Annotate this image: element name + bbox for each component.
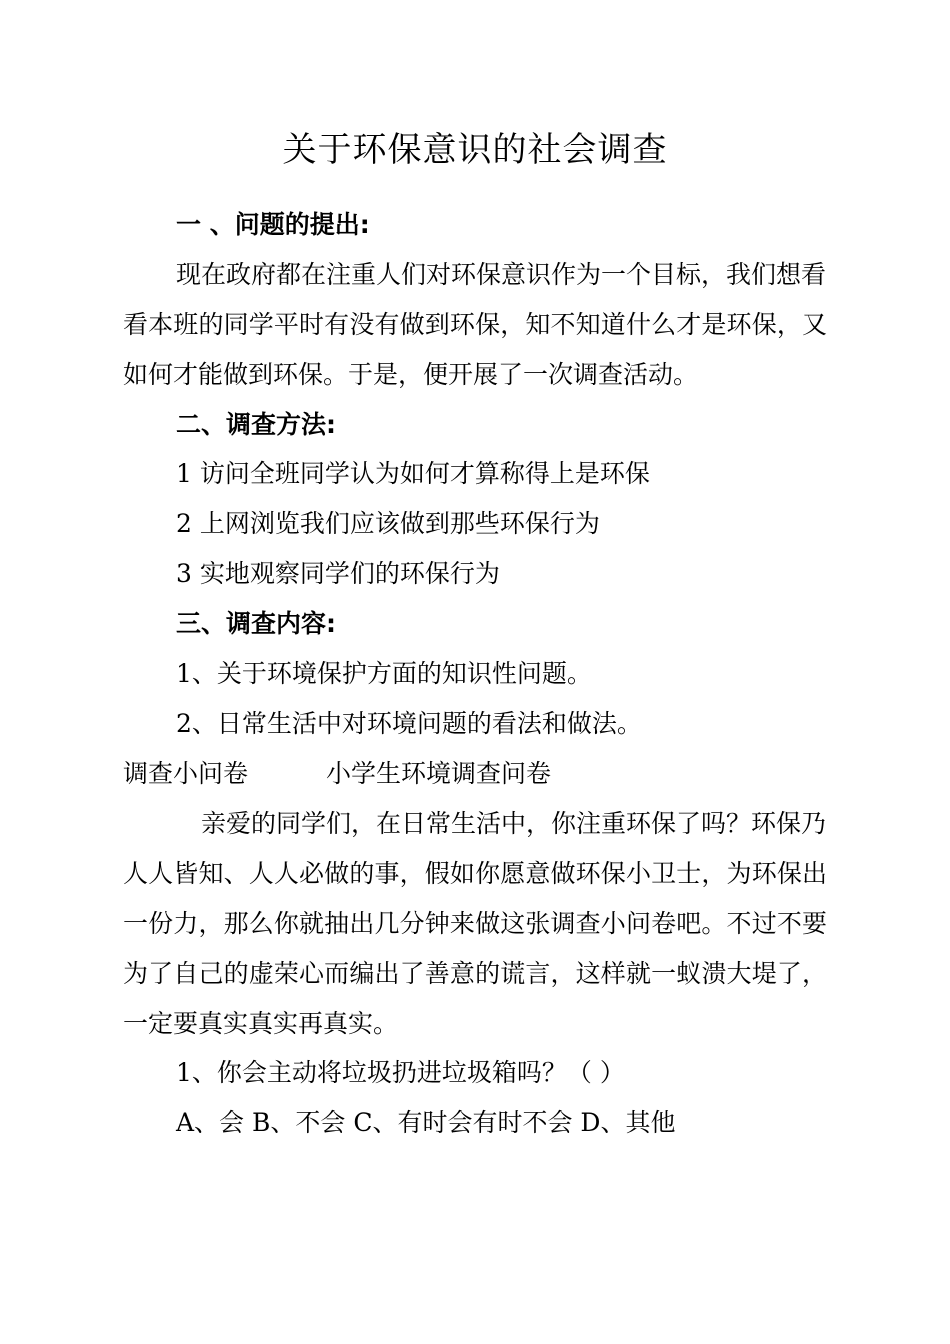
content-item-2: 2、日常生活中对环境问题的看法和做法。 [176,709,642,738]
questionnaire-labels [123,757,551,791]
content-item-1: 1、关于环境保护方面的知识性问题。 [176,659,592,688]
section1-paragraph-line-1: 现在政府都在注重人们对环保意识作为一个目标，我们想看 [176,260,827,289]
intro-line-1: 亲爱的同学们，在日常生活中，你注重环保了吗？环保乃 [201,809,827,838]
document-title: 关于环保意识的社会调查 [282,130,668,170]
intro-line-5: 一定要真实真实再真实。 [123,1009,399,1038]
section1-paragraph-line-3: 如何才能做到环保。于是，便开展了一次调查活动。 [123,360,699,389]
questionnaire-label-left: 调查小问卷 [123,759,249,788]
question-1-options: A、会 B、不会 C、有时会有时不会 D、其他 [176,1108,676,1137]
section1-paragraph-line-2: 看本班的同学平时有没有做到环保，知不知道什么才是环保，又 [123,310,827,339]
questionnaire-label-right: 小学生环境调查问卷 [326,759,552,788]
method-item-3: 3 实地观察同学们的环保行为 [176,559,500,588]
section3-heading: 三、调查内容: [176,609,336,638]
intro-line-3: 一份力，那么你就抽出几分钟来做这张调查小问卷吧。不过不要 [123,909,827,938]
intro-line-2: 人人皆知、人人必做的事，假如你愿意做环保小卫士，为环保出 [123,859,827,888]
question-1: 1、你会主动将垃圾扔进垃圾箱吗？（ ） [176,1058,625,1087]
method-item-1: 1 访问全班同学认为如何才算称得上是环保 [176,459,650,488]
section1-heading: 一 、问题的提出: [176,210,370,239]
section2-heading: 二、调查方法: [176,410,336,439]
intro-line-4: 为了自己的虚荣心而编出了善意的谎言，这样就一蚁溃大堤了， [123,959,827,988]
method-item-2: 2 上网浏览我们应该做到那些环保行为 [176,509,600,538]
